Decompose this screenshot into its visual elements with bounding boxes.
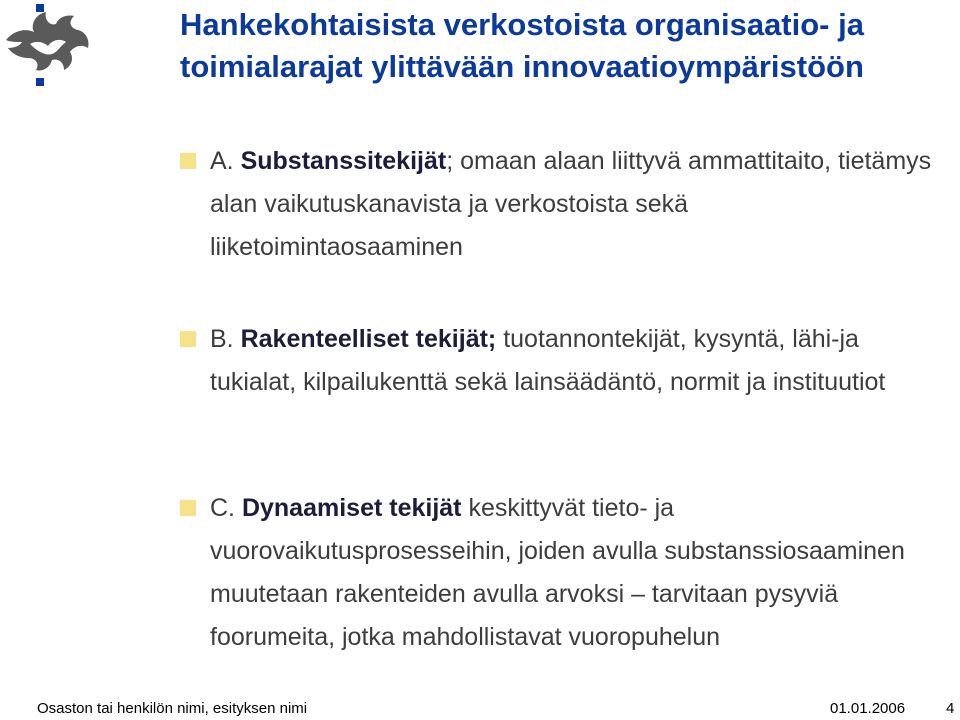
bullet-text: ; omaan alaan liittyvä ammattitaito, tietämys alan vaikutuskanavista ja verkostoista sekä liiketoimintaosaaminen [210,147,932,261]
footer-presenter: Osaston tai henkilön nimi, esityksen nimi [37,700,308,717]
bullet-prefix: C. [210,494,242,522]
bullet-prefix: B. [210,325,241,353]
bullet-heading: Substanssitekijät [240,147,447,175]
square-bullet-icon [180,153,196,169]
bullet-heading: Dynaamiset tekijät [241,494,462,522]
square-bullet-icon [180,500,196,516]
bullet-substance-factors [210,140,940,269]
slide-title: Hankekohtaisista verkostoista organisaatio- ja toimialarajat ylittävään innovaatioympäristöön [180,7,864,84]
footer-date: 01.01.2006 [830,700,906,717]
bullet-heading: Rakenteelliset tekijät; [240,325,497,353]
bullet-prefix: A. [210,147,241,175]
footer-page-number: 4 [946,700,955,717]
bullet-text: tuotannontekijät, kysyntä, lähi-ja tukialat, kilpailukenttä sekä lainsäädäntö, normit ja instituutiot [210,325,886,396]
square-bullet-icon [180,331,196,347]
slide-footer [0,698,960,720]
bullet-text: keskittyvät tieto- ja vuorovaikutusprosesseihin, joiden avulla substanssiosaaminen muutetaan rakenteiden avulla arvoksi – tarvitaan pysyviä foorumeita, jotka mahdollistavat vuoropuhelun [210,494,905,651]
bullet-structural-factors [210,318,940,404]
bullet-dynamic-factors [210,487,940,659]
